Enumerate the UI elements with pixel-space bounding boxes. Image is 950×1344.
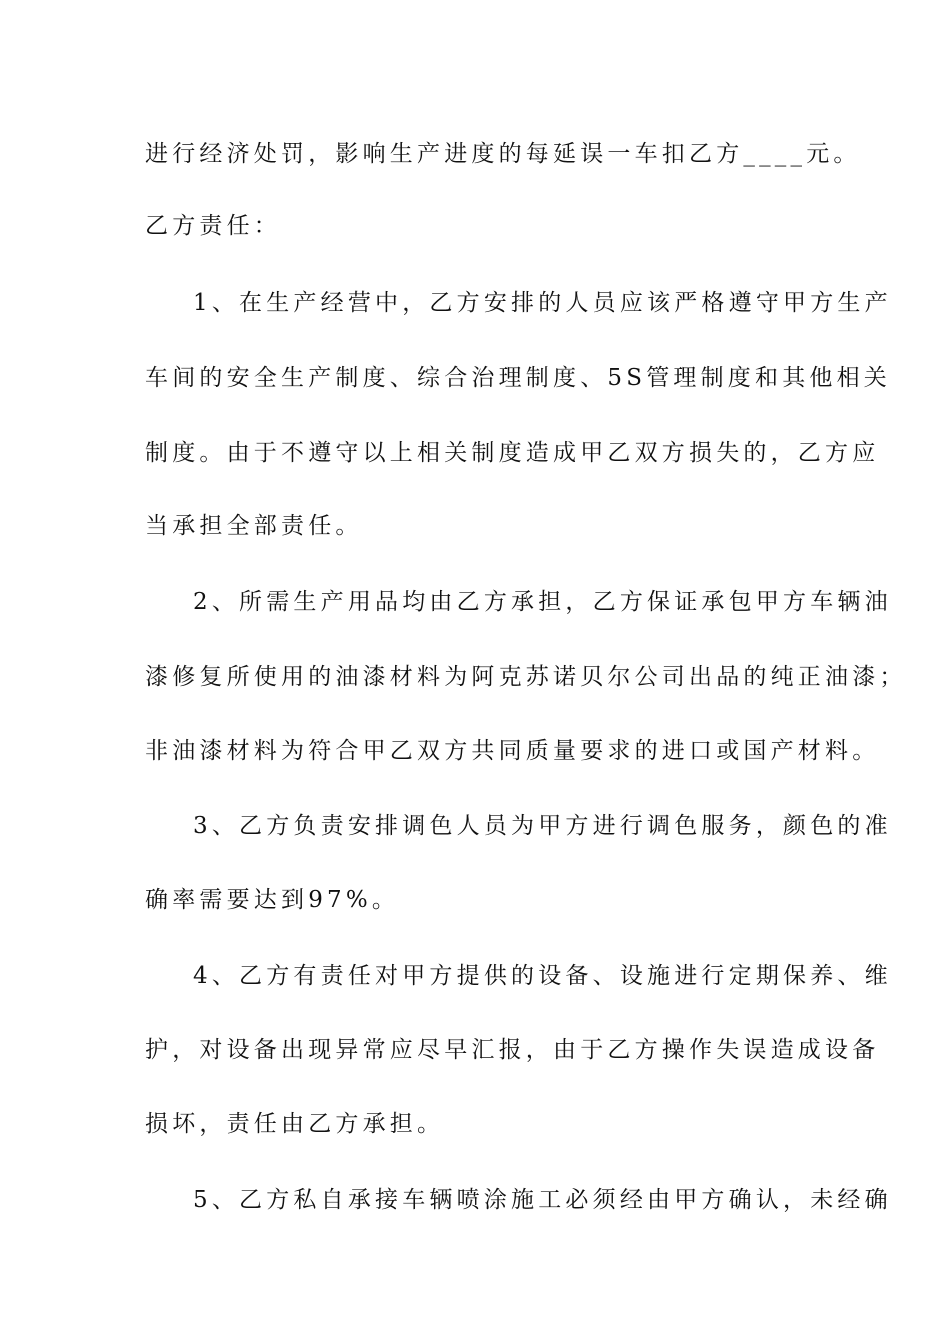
paragraph-line: 3、乙方负责安排调色人员为甲方进行调色服务，颜色的准 [193, 813, 892, 839]
paragraph-line: 当承担全部责任。 [145, 513, 363, 539]
paragraph-line: 漆修复所使用的油漆材料为阿克苏诺贝尔公司出品的纯正油漆； [145, 664, 907, 690]
paragraph-line: 2、所需生产用品均由乙方承担，乙方保证承包甲方车辆油 [193, 589, 892, 615]
paragraph-line: 4、乙方有责任对甲方提供的设备、设施进行定期保养、维 [193, 963, 892, 989]
paragraph-line: 损坏，责任由乙方承担。 [145, 1111, 445, 1137]
paragraph-line: 5、乙方私自承接车辆喷涂施工必须经由甲方确认，未经确 [193, 1187, 892, 1213]
paragraph-line: 非油漆材料为符合甲乙双方共同质量要求的进口或国产材料。 [145, 738, 880, 764]
paragraph-line: 车间的安全生产制度、综合治理制度、5S管理制度和其他相关 [145, 365, 891, 391]
paragraph-line: 确率需要达到97%。 [145, 887, 400, 913]
paragraph-line: 护，对设备出现异常应尽早汇报，由于乙方操作失误造成设备 [145, 1037, 880, 1063]
paragraph-line: 进行经济处罚，影响生产进度的每延误一车扣乙方____元。 [145, 141, 861, 167]
paragraph-line: 制度。由于不遵守以上相关制度造成甲乙双方损失的，乙方应 [145, 440, 880, 466]
paragraph-line: 1、在生产经营中，乙方安排的人员应该严格遵守甲方生产 [193, 290, 892, 316]
section-heading: 乙方责任： [145, 213, 281, 239]
